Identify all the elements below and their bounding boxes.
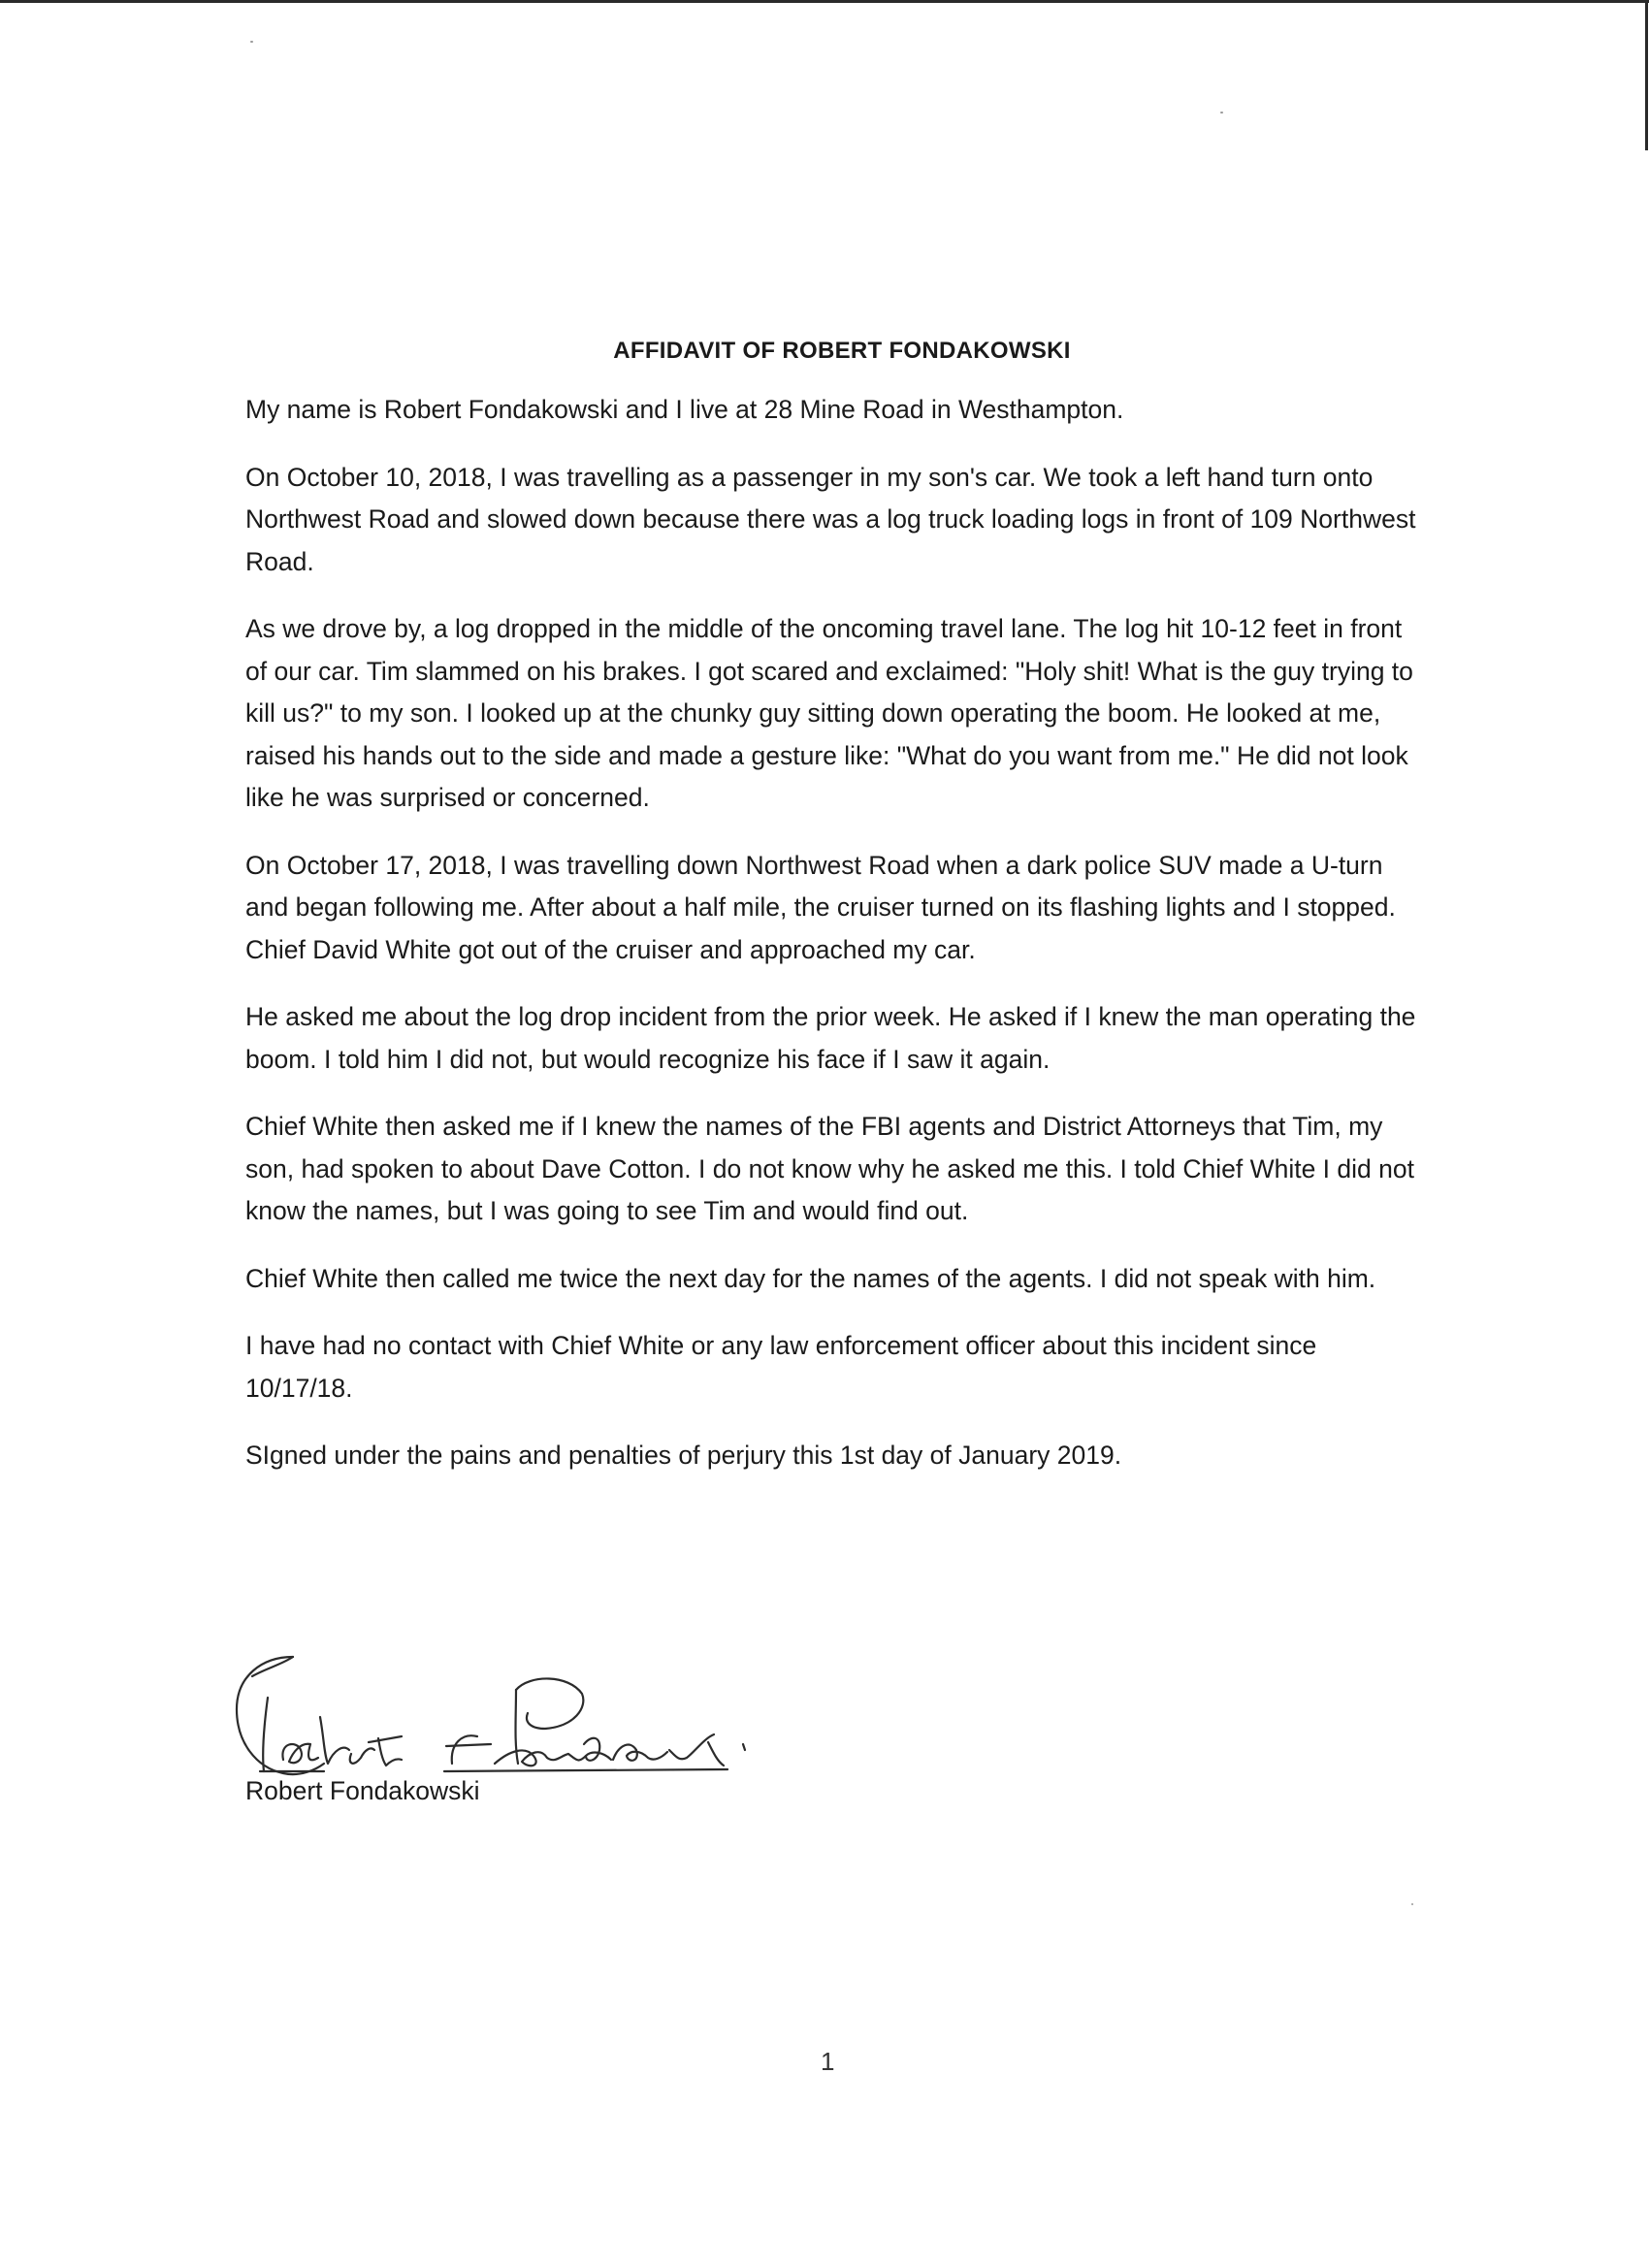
paragraph-fbi-agents: Chief White then asked me if I knew the names of the FBI agents and District Attorneys that Tim, my son, had spoken to about Dave Cotton. I do not know why he asked me this. I told Chief White I did not know the names, but I was going to see Tim and would find out. — [245, 1112, 1414, 1225]
paragraph-october-17: On October 17, 2018, I was travelling down Northwest Road when a dark police SUV made a U-turn and began following me. After about a half mile, the cruiser turned on its flashing lights and I stopped. Chief David White got out of the cruiser and approached my car. — [245, 850, 1396, 964]
scan-edge-right — [1645, 0, 1648, 150]
signature-text: Robert Fondakowski — [223, 1649, 233, 1650]
scan-edge-top — [0, 0, 1649, 3]
paragraph-october-10: On October 10, 2018, I was travelling as a passenger in my son's car. We took a left hand turn onto Northwest Road and slowed down because there was a log truck loading logs in front of 109 Northwest Road. — [245, 462, 1416, 576]
handwritten-signature — [223, 1649, 766, 1785]
paragraph-prior-week: He asked me about the log drop incident from the prior week. He asked if I knew the man operating the boom. I told him I did not, but would recognize his face if I saw it again. — [245, 1002, 1416, 1074]
paragraph-phone-calls: Chief White then called me twice the next day for the names of the agents. I did not speak with him. — [245, 1263, 1376, 1293]
paragraph-log-drop: As we drove by, a log dropped in the middle of the oncoming travel lane. The log hit 10-12 feet in front of our car. Tim slammed on his brakes. I got scared and exclaimed: "Holy shit! What is the guy trying to kill us?" to my son. I looked up at the chunky guy sitting down operating the boom. He looked at me, raised his hands out to the side and made a gesture like: "What do you want from me." He did not look like he was surprised or concerned. — [245, 614, 1413, 812]
paragraph-signed-statement: SIgned under the pains and penalties of perjury this 1st day of January 2019. — [245, 1441, 1122, 1470]
paragraph-identity: My name is Robert Fondakowski and I live at 28 Mine Road in Westhampton. — [245, 395, 1124, 424]
scan-speck — [1411, 1903, 1413, 1905]
page-number: 1 — [821, 2047, 835, 2076]
affidavit-page — [245, 330, 1419, 1503]
scan-speck — [1220, 112, 1223, 113]
signer-name: Robert Fondakowski — [245, 1776, 480, 1805]
scan-speck — [250, 41, 253, 43]
paragraph-no-contact: I have had no contact with Chief White or any law enforcement officer about this incident since 10/17/18. — [245, 1331, 1317, 1403]
document-title: AFFIDAVIT OF ROBERT FONDAKOWSKI — [613, 338, 1071, 364]
